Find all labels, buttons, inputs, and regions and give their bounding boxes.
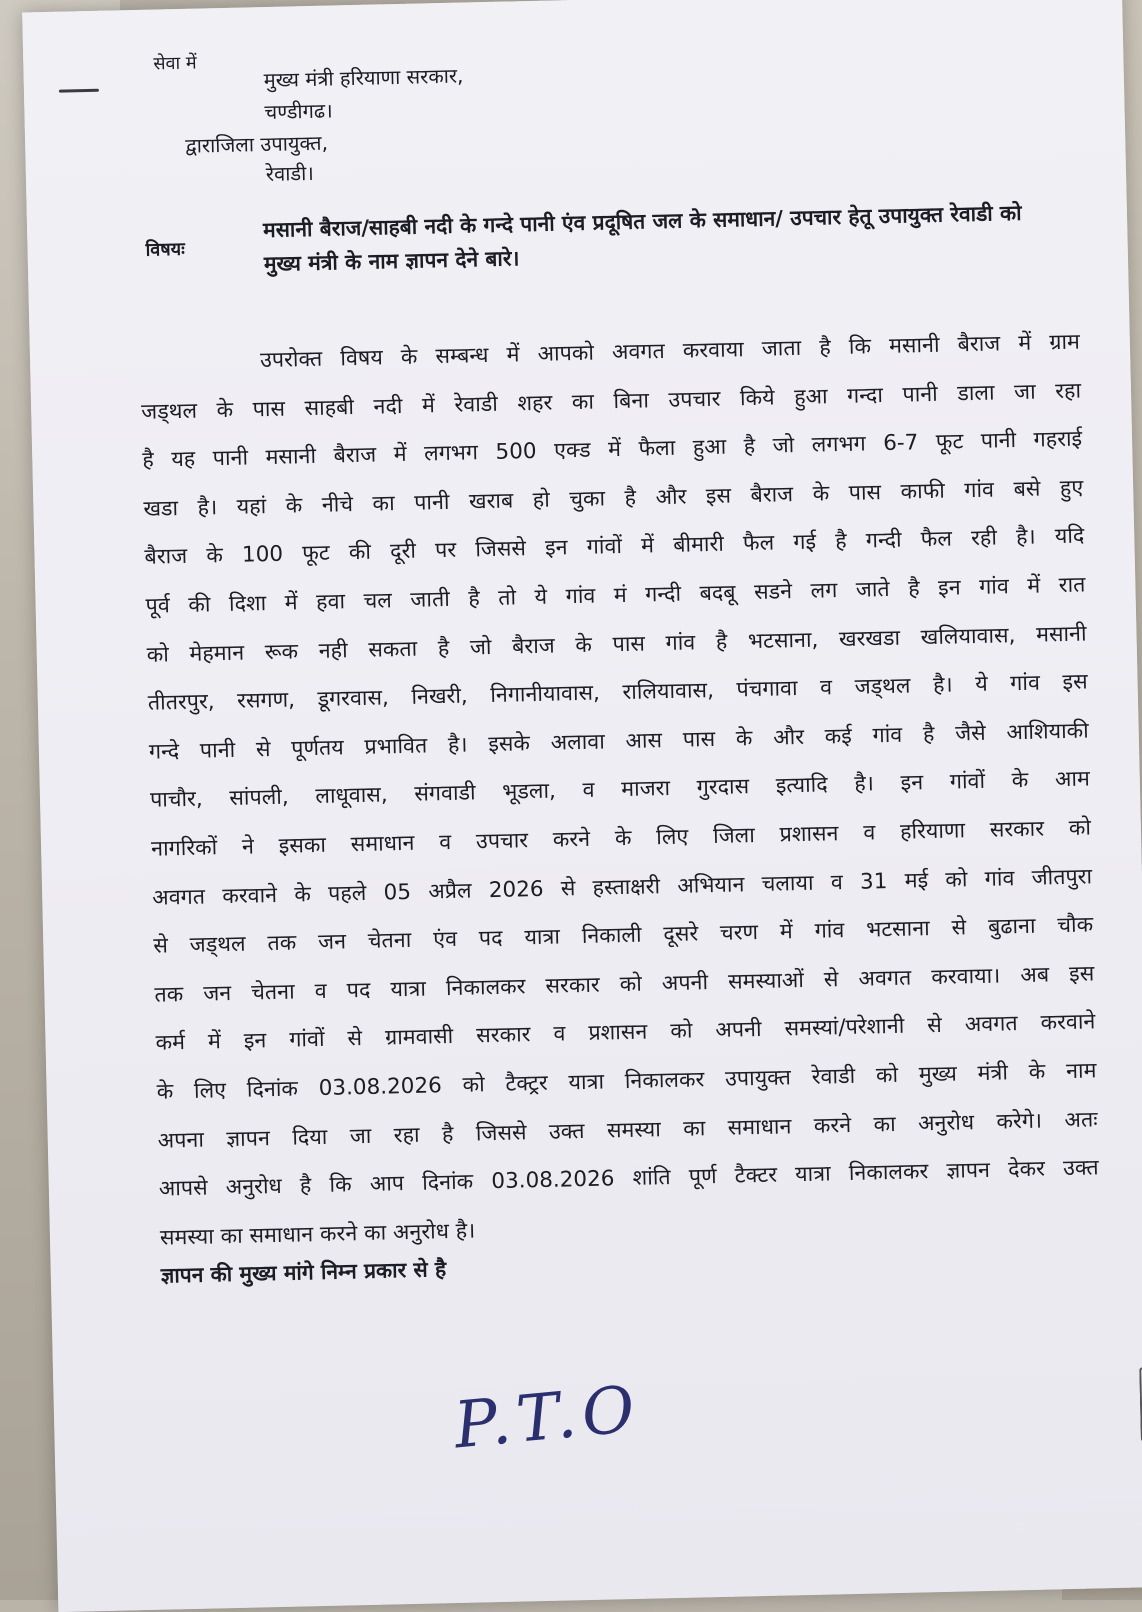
body-line: से जड्थल तक जन चेतना एंव पद यात्रा निकाली दूसरे चरण में गांव भटसाना से बुढाना चौक — [153, 912, 1094, 959]
body-line: बैराज के 100 फूट की दूरी पर जिससे इन गांवों में बीमारी फैल गई है गन्दी फैल रही है। यदि — [144, 523, 1085, 571]
body-line: उपरोक्त विषय के सम्बन्ध में आपको अवगत करवाया जाता है कि मसानी बैराज में ग्राम — [259, 329, 1081, 374]
salutation: सेवा में — [153, 52, 197, 75]
recipient-line-3: द्वाराजिला उपायुक्त, — [184, 130, 329, 158]
body-line: समस्या का समाधान करने का अनुरोध है। — [159, 1218, 476, 1251]
body-line: कर्म में इन गांवों से ग्रामवासी सरकार व प्रशासन को अपनी समस्यां/परेशानी से अवगत करवाने — [155, 1009, 1096, 1057]
demands-heading: ज्ञापन की मुख्य मांगे निम्न प्रकार से है — [160, 1257, 447, 1288]
body-line: आपसे अनुरोध है कि आप दिनांक 03.08.2026 शांति पूर्ण टैक्टर यात्रा निकालकर ज्ञापन देकर उक्त — [158, 1155, 1099, 1202]
body-line: के लिए दिनांक 03.08.2026 को टैक्ट्रर यात्रा निकालकर उपायुक्त रेवाडी को मुख्य मंत्री के नाम — [156, 1058, 1097, 1105]
body-line: पूर्व की दिशा में हवा चल जाती है तो ये गांव मं गन्दी बदबू सडने लग जाते है इन गांव में रात — [145, 572, 1086, 619]
body-line: तक जन चेतना व पद यात्रा निकालकर सरकार को अपनी समस्याओं से अवगत करवाया। अब इस — [154, 961, 1095, 1008]
subject-label: विषयः — [145, 238, 185, 261]
recipient-line-1: मुख्य मंत्री हरियाणा सरकार, — [263, 63, 464, 93]
body-line: है यह पानी मसानी बैराज में लगभग 500 एक्ड में फैला हुआ है जो लगभग 6-7 फूट पानी गहराई — [142, 426, 1083, 474]
letter-body — [140, 319, 1101, 1263]
handwritten-pto: P.T.O — [451, 1372, 644, 1464]
body-line: खडा है। यहां के नीचे का पानी खराब हो चुका है और इस बैराज के पास काफी गांव बसे हुए — [143, 475, 1084, 522]
body-line: जड्थल के पास साहबी नदी में रेवाडी शहर का बिना उपचार किये हुआ गन्दा पानी डाला जा रहा — [140, 378, 1082, 425]
recipient-line-2: चण्डीगढ। — [264, 98, 333, 125]
body-line: को मेहमान रूक नही सकता है जो बैराज के पास गांव है भटसाना, खरखडा खलियावास, मसानी — [146, 621, 1087, 668]
margin-mark — [59, 89, 99, 93]
body-line: पाचौर, सांपली, लाधूवास, संगवाडी भूडला, व माजरा गुरदास इत्यादि है। इन गांवों के आम — [149, 766, 1091, 814]
recipient-line-4: रेवाडी। — [265, 160, 315, 186]
body-line: गन्दे पानी से पूर्णतय प्रभावित है। इसके अलावा आस पास के और कई गांव है जैसे आशियाकी — [148, 718, 1089, 765]
body-line: नागरिकों ने इसका समाधान व उपचार करने के लिए जिला प्रशासन व हरियाणा सरकार को — [150, 815, 1092, 862]
body-line: तीतरपुर, रसगण, डूगरवास, निखरी, निगानीयावास, रालियावास, पंचगावा व जड्थल है। ये गांव इस — [147, 669, 1088, 716]
subject-text: मसानी बैराज/साहबी नदी के गन्दे पानी एंव प्रदूषित जल के समाधान/ उपचार हेतू उपायुक्त रेवाडी को मुख्य मंत्री के नाम ज्ञापन देने बारे। — [262, 200, 1022, 277]
letter-page — [22, 0, 1142, 1612]
body-line: अवगत करवाने के पहले 05 अप्रैल 2026 से हस्ताक्षरी अभियान चलाया व 31 मई को गांव जीतपुरा — [151, 863, 1093, 911]
body-line: अपना ज्ञापन दिया जा रहा है जिससे उक्त समस्या का समाधान करने का अनुरोध करेगे। अतः — [157, 1106, 1098, 1154]
